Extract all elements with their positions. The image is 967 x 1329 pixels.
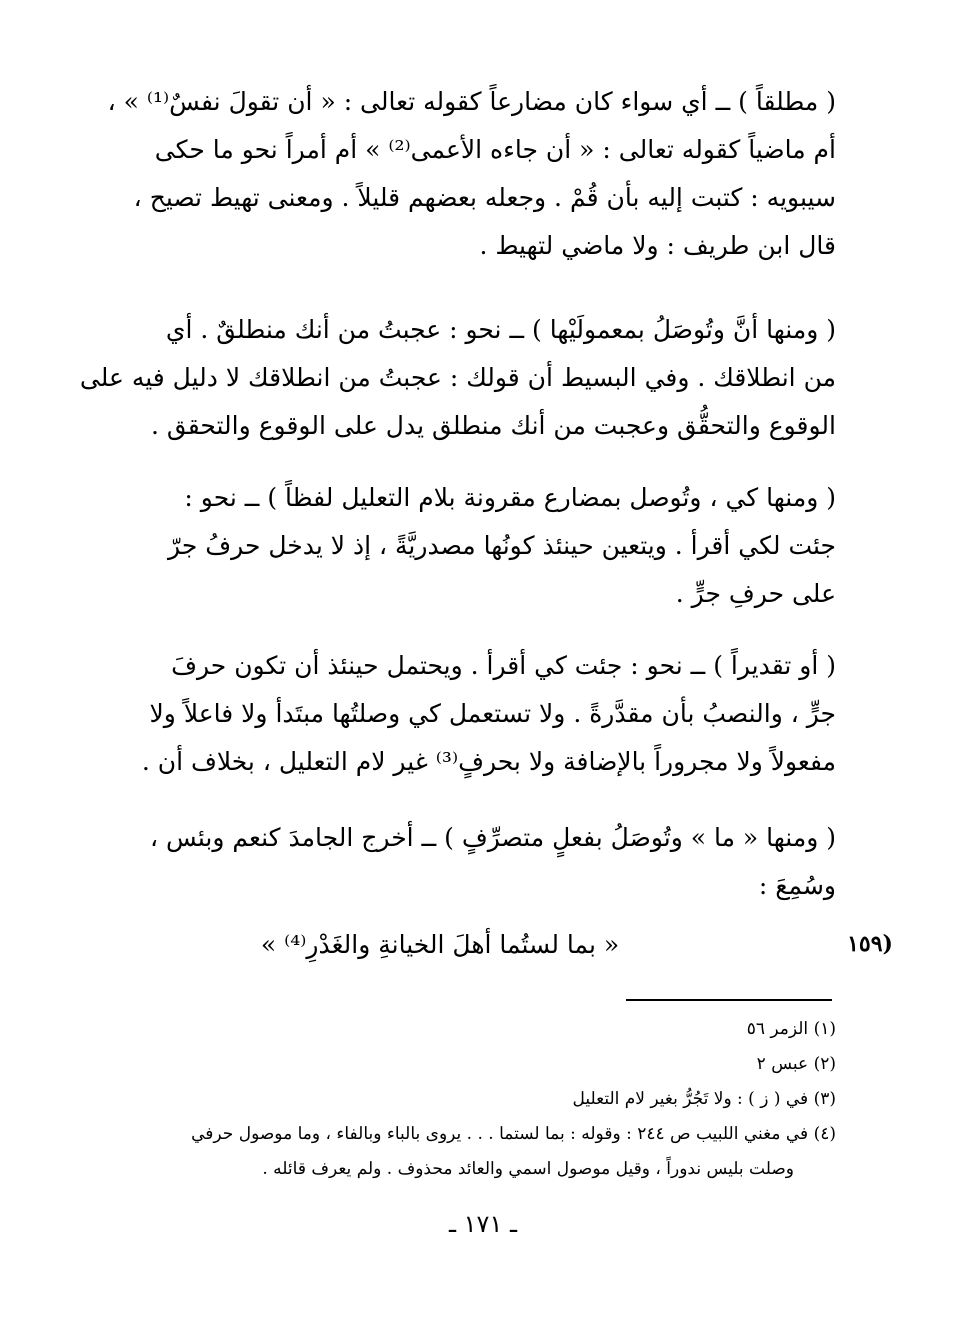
text-line: ( مطلقاً ) ــ أي سواء كان مضارعاً كقوله تعالى : « أن تقولَ نفسٌ⁽¹⁾ » ، [107, 87, 836, 116]
poetry-verse: « بما لستُما أهلَ الخيانةِ والغَدْرِ⁽⁴⁾ » [260, 930, 620, 959]
footnote-text: الزمر ٥٦ [746, 1019, 809, 1039]
text-line: مفعولاً ولا مجروراً بالإضافة ولا بحرفٍ⁽³⁾ غير لام التعليل ، بخلاف أن . [141, 747, 836, 776]
footnotes [118, 1012, 836, 1187]
text-line: ( أو تقديراً ) ــ نحو : جئت كي أقرأ . ويحتمل حينئذ أن تكون حرفَ [171, 651, 836, 680]
margin-number: (١٥٩ [847, 931, 893, 957]
text-line: سيبويه : كتبت إليه بأن قُمْ . وجعله بعضهم قليلاً . ومعنى تهيط تصيح ، [133, 183, 836, 212]
paragraph-5 [128, 814, 836, 910]
footnote-number: (٢) [813, 1054, 836, 1074]
text-line: على حرفِ جرٍّ . [675, 579, 836, 608]
footnote-3 [118, 1082, 836, 1117]
paragraph-1 [107, 78, 836, 270]
text-line: وسُمِعَ : [758, 871, 836, 900]
paragraph-2 [79, 306, 836, 450]
text-line: جئت لكي أقرأ . ويتعين حينئذ كونُها مصدريَّةً ، إذ لا يدخل حرفُ جرّ [168, 531, 836, 560]
footnote-2 [118, 1047, 836, 1082]
footnote-4 [118, 1117, 836, 1152]
footnote-text: في ( ز ) : ولا تَجُرُّ بغير لام التعليل [572, 1089, 809, 1109]
footnote-divider [626, 999, 832, 1001]
text-line: جرٍّ ، والنصبُ بأن مقدَّرةً . ولا تستعمل كي وصلتُها مبتَدأ ولا فاعلاً ولا [149, 699, 836, 728]
footnote-number: (١) [813, 1019, 836, 1039]
footnote-1 [118, 1012, 836, 1047]
text-line: ( ومنها « ما » وتُوصَلُ بفعلٍ متصرِّفٍ ) ــ أخرج الجامدَ كنعم وبئس ، [149, 823, 836, 852]
text-line: قال ابن طريف : ولا ماضي لتهيط . [479, 231, 836, 260]
text-line: أم ماضياً كقوله تعالى : « أن جاءه الأعمى⁽²⁾ » أم أمراً نحو ما حكى [154, 135, 836, 164]
text-line: الوقوع والتحقُّق وعجبت من أنك منطلق يدل على الوقوع والتحقق . [150, 411, 836, 440]
footnote-number: (٣) [813, 1089, 836, 1109]
text-line: ( ومنها كي ، وتُوصل بمضارع مقرونة بلام التعليل لفظاً ) ــ نحو : [184, 483, 836, 512]
page-number: ـ ١٧١ ـ [448, 1210, 517, 1238]
text-line: ( ومنها أنَّ وتُوصَلُ بمعمولَيْها ) ــ نحو : عجبتُ من أنك منطلقٌ . أي [165, 315, 836, 344]
footnote-text: عبس ٢ [756, 1054, 809, 1074]
text-line: من انطلاقك . وفي البسيط أن قولك : عجبتُ من انطلاقك لا دليل فيه على [79, 363, 836, 392]
footnote-text: في مغني اللبيب ص ٢٤٤ : وقوله : بما لستما . . . يروى بالباء وبالفاء ، وما موصول حرفي [191, 1124, 809, 1144]
paragraph-3 [128, 474, 836, 618]
footnote-number: (٤) [813, 1124, 836, 1144]
paragraph-4 [128, 642, 836, 786]
footnote-4-continuation: وصلت بليس ندوراً ، وقيل موصول اسمي والعائد محذوف . ولم يعرف قائله . [262, 1159, 794, 1179]
